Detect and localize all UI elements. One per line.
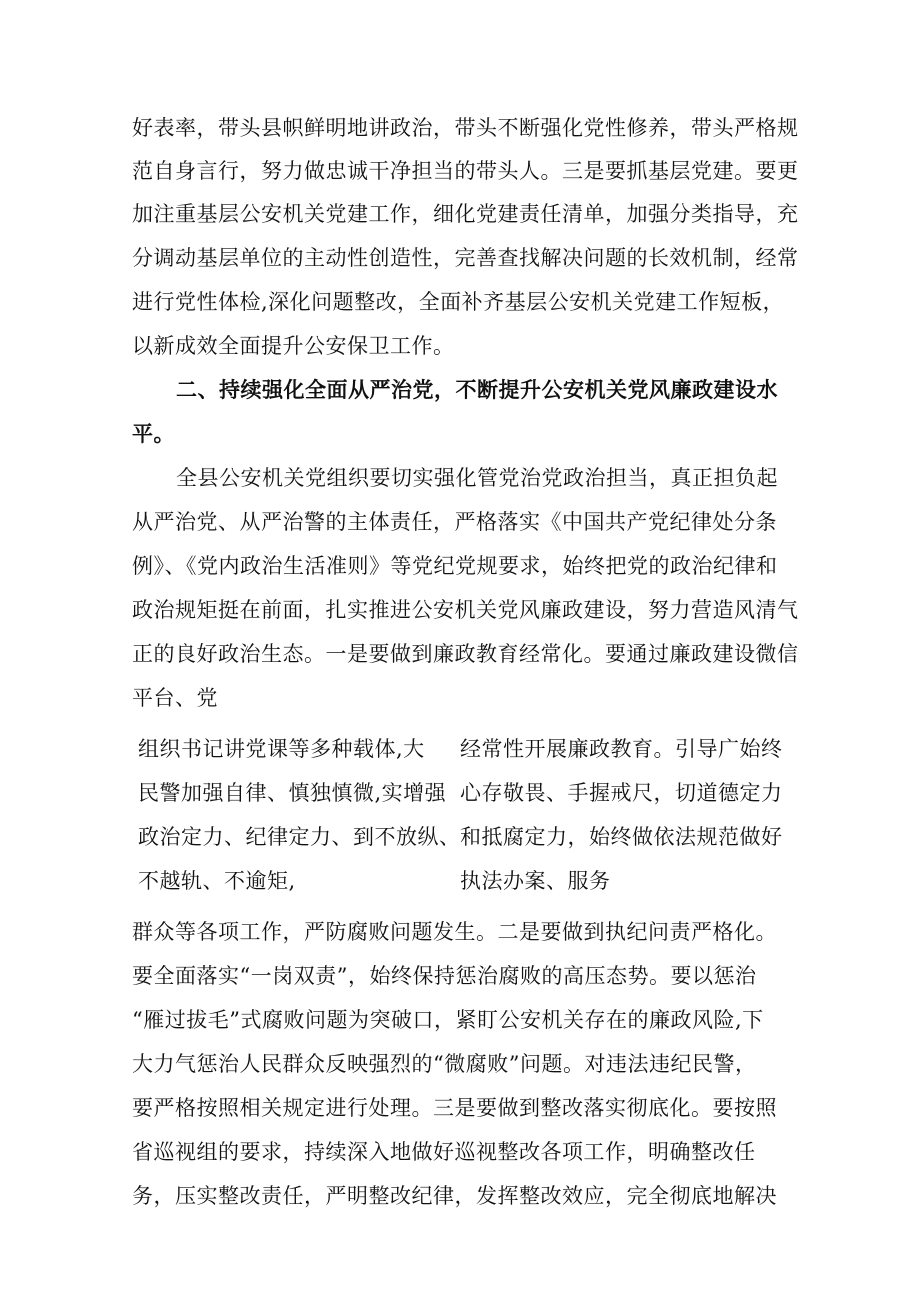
column-right-line-4: 执法办案、服务 xyxy=(460,869,611,893)
section-heading-line-1: 二、持续强化全面从严治党，不断提升公安机关党风廉政建设水 xyxy=(176,377,778,402)
paragraph-3-line-5: 要严格按照相关规定进行处理。三是要做到整改落实彻底化。要按照 xyxy=(132,1096,777,1120)
paragraph-3-line-2: 要全面落实“一岗双责”，始终保持惩治腐败的高压态势。要以惩治 xyxy=(132,964,757,988)
paragraph-2-line-1: 全县公安机关党组织要切实强化管党治党政治担当，真正担负起 xyxy=(176,466,778,490)
paragraph-1-line-2: 范自身言行，努力做忠诚干净担当的带头人。三是要抓基层党建。要更 xyxy=(132,159,799,183)
paragraph-3-line-4: 大力气惩治人民群众反映强烈的“微腐败”问题。对违法违纪民警， xyxy=(132,1052,757,1076)
column-right-line-3: 和抵腐定力，始终做依法规范做好 xyxy=(460,825,783,849)
paragraph-1-line-5: 进行党性体检,深化问题整改，全面补齐基层公安机关党建工作短板， xyxy=(132,290,785,314)
paragraph-2-line-5: 正的良好政治生态。一是要做到廉政教育经常化。要通过廉政建设微信 xyxy=(132,642,799,666)
column-right-line-2: 心存敬畏、手握戒尺，切道德定力 xyxy=(460,781,783,805)
column-left-line-2: 民警加强自律、慎独慎微,实增强 xyxy=(138,781,447,805)
paragraph-2-line-4: 政治规矩挺在前面，扎实推进公安机关党风廉政建设，努力营造风清气 xyxy=(132,598,799,622)
column-left-line-1: 组织书记讲党课等多种载体,大 xyxy=(138,737,425,761)
column-left-line-3: 政治定力、纪律定力、到不放纵、 xyxy=(138,825,461,849)
paragraph-1-line-6: 以新成效全面提升公安保卫工作。 xyxy=(132,334,455,358)
column-right-line-1: 经常性开展廉政教育。引导广始终 xyxy=(460,737,783,761)
paragraph-1-line-4: 分调动基层单位的主动性创造性，完善查找解决问题的长效机制，经常 xyxy=(132,246,799,270)
paragraph-3-line-3: “雁过拔毛”式腐败问题为突破口，紧盯公安机关存在的廉政风险,下 xyxy=(132,1008,764,1032)
paragraph-2-line-6: 平台、党 xyxy=(132,686,218,710)
column-left-line-4: 不越轨、不逾矩, xyxy=(138,869,296,893)
section-heading-line-2: 平。 xyxy=(132,421,175,446)
paragraph-3-line-6: 省巡视组的要求，持续深入地做好巡视整改各项工作，明确整改任 xyxy=(132,1140,756,1164)
paragraph-3-line-7: 务，压实整改责任，严明整改纪律，发挥整改效应，完全彻底地解决 xyxy=(132,1184,777,1208)
paragraph-3-line-1: 群众等各项工作，严防腐败问题发生。二是要做到执纪问责严格化。 xyxy=(132,920,777,944)
paragraph-1-line-1: 好表率，带头县帜鲜明地讲政治，带头不断强化党性修养，带头严格规 xyxy=(132,116,799,140)
paragraph-1-line-3: 加注重基层公安机关党建工作，细化党建责任清单，加强分类指导，充 xyxy=(132,202,799,226)
paragraph-2-line-3: 例》、《党内政治生活准则》等党纪党规要求，始终把党的政治纪律和 xyxy=(132,554,778,578)
paragraph-2-line-2: 从严治党、从严治警的主体责任，严格落实《中国共产党纪律处分条 xyxy=(132,510,777,534)
